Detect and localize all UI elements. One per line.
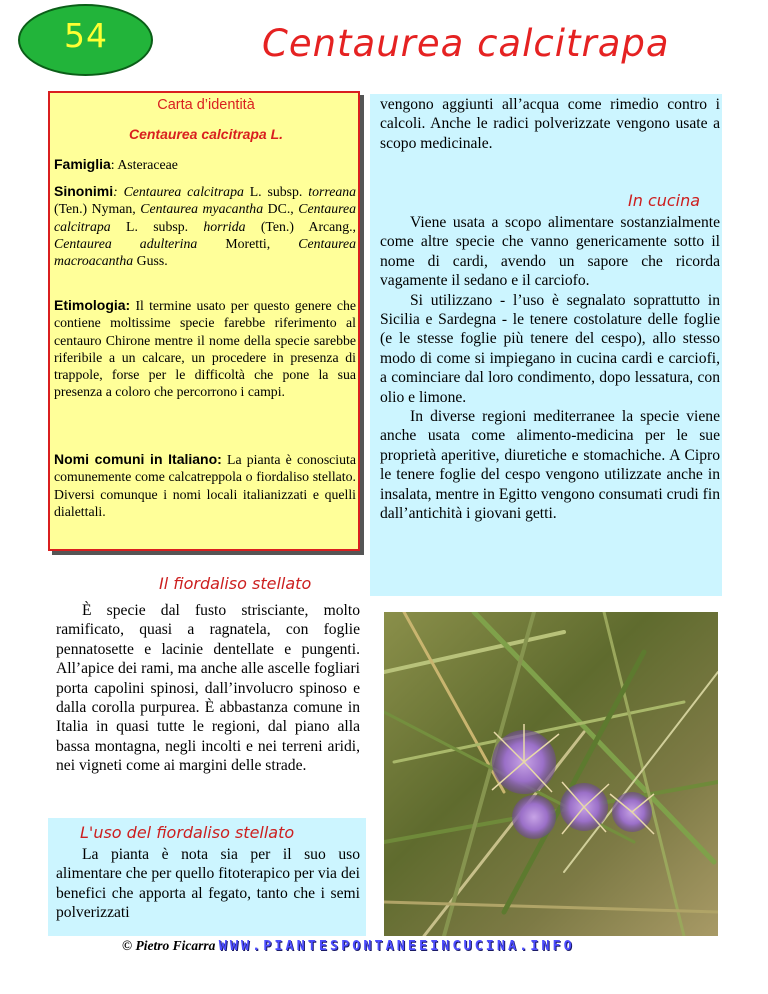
sinonimi-run: horrida (203, 218, 246, 234)
nomi-text: La pianta è conosciuta comunemente come calcatreppola o fiordaliso stellato. Diversi comunque i nomi locali italianizzati e quelli dialettali. (54, 452, 356, 519)
cucina-paragraph: Viene usata a scopo alimentare sostanzialmente come altre specie che vanno genericamente sotto il nome di cardi, avendo un sapore che ricorda vagamente il sedano e il carciofo. (380, 214, 720, 290)
nomi-label: Nomi comuni in Italiano: (54, 451, 222, 467)
card-nomi-comuni (54, 451, 356, 520)
card-famiglia (54, 156, 356, 173)
page-number-badge (18, 4, 153, 76)
page-number: 54 (64, 16, 108, 55)
cucina-paragraph: Si utilizzano - l’uso è segnalato soprattutto in Sicilia e Sardegna - le tenere costolature delle foglie (e le stesse foglie più tenere del cespo), allo stesso modo di come si impiegano in cucina cardi e carciofi, a cominciare dal loro condimento, dopo lessatura, con olio e limone. (380, 291, 720, 406)
sinonimi-run: Centaurea macroacantha (54, 235, 357, 269)
section-heading-cucina: In cucina (628, 191, 701, 210)
plant-photo (384, 612, 718, 936)
sinonimi-run: Centaurea adulterina (54, 235, 198, 251)
card-sinonimi (54, 183, 356, 269)
sinonimi-run: Moretti, (197, 235, 299, 251)
section-heading-fiordaliso: Il fiordaliso stellato (159, 574, 312, 593)
famiglia-label: Famiglia (54, 156, 111, 172)
sinonimi-run: (Ten.) Arcang., (245, 218, 357, 234)
sinonimi-run: DC., (263, 201, 299, 217)
uso-text: La pianta è nota sia per il suo uso alimentare che per quello fitoterapico per via dei benefici che apporta al fegato, tanto che i semi polverizzati (56, 846, 360, 922)
sinonimi-run: : Centaurea calcitrapa (113, 184, 244, 199)
sinonimi-run: L. subsp. (110, 218, 204, 234)
famiglia-value: : Asteraceae (110, 157, 178, 172)
card-etimologia (54, 297, 356, 401)
etimologia-label: Etimologia: (54, 297, 131, 313)
sinonimi-run: (Ten.) Nyman, (54, 201, 141, 217)
section-heading-uso: L'uso del fiordaliso stellato (80, 823, 295, 842)
sinonimi-run: Guss. (133, 253, 168, 269)
etimologia-text: Il termine usato per questo genere che contiene moltissime specie farebbe riferimento al centauro Chirone mentre il nome della specie sarebbe riferibile a un calcare, un procedere in presenza di trappole, forse per le difficoltà che pone la sua presenza a coloro che percorrono i campi. (54, 298, 356, 400)
sinonimi-label: Sinonimi (54, 183, 114, 199)
footer-website[interactable]: WWW.PIANTESPONTANEEINCUCINA.INFO (218, 938, 575, 954)
page-title: Centaurea calcitrapa (262, 22, 670, 65)
card-heading: Carta d’identità (157, 97, 255, 113)
cucina-text (380, 213, 720, 524)
footer-author: © Pietro Ficarra (122, 938, 219, 953)
sinonimi-run: Centaurea calcitrapa (54, 201, 356, 234)
sinonimi-run: Centaurea myacantha (140, 201, 264, 217)
card-species-name: Centaurea calcitrapa L. (128, 126, 284, 142)
right-top-text: vengono aggiunti all’acqua come rimedio contro i calcoli. Anche le radici polverizzate vengono usate a scopo medicinale. (380, 96, 720, 152)
sinonimi-run: torreana (308, 184, 357, 199)
cucina-paragraph: In diverse regioni mediterranee la specie viene anche usata come alimento-medicina per le sue proprietà aperitive, diuretiche e stomachiche. A Cipro le tenere foglie del cespo vengono utilizzate anche in insalata, mentre in Egitto vengono consumati crudi fin dall’antichità i giovani getti. (380, 408, 720, 523)
sinonimi-run: L. subsp. (243, 184, 309, 199)
footer (122, 938, 575, 954)
fiordaliso-text: È specie dal fusto strisciante, molto ramificato, quasi a ragnatela, con foglie pennatosette e lacinie dentellate e pungenti. All’apice dei rami, ma anche alle ascelle fogliari porta capolini spinosi, dall’involucro spinoso e dalla corolla purpurea. È abbastanza comune in Italia in quasi tutte le regioni, dal piano alla bassa montagna, negli incolti e nei terreni aridi, nei vigneti come ai margini delle strade. (56, 602, 360, 775)
